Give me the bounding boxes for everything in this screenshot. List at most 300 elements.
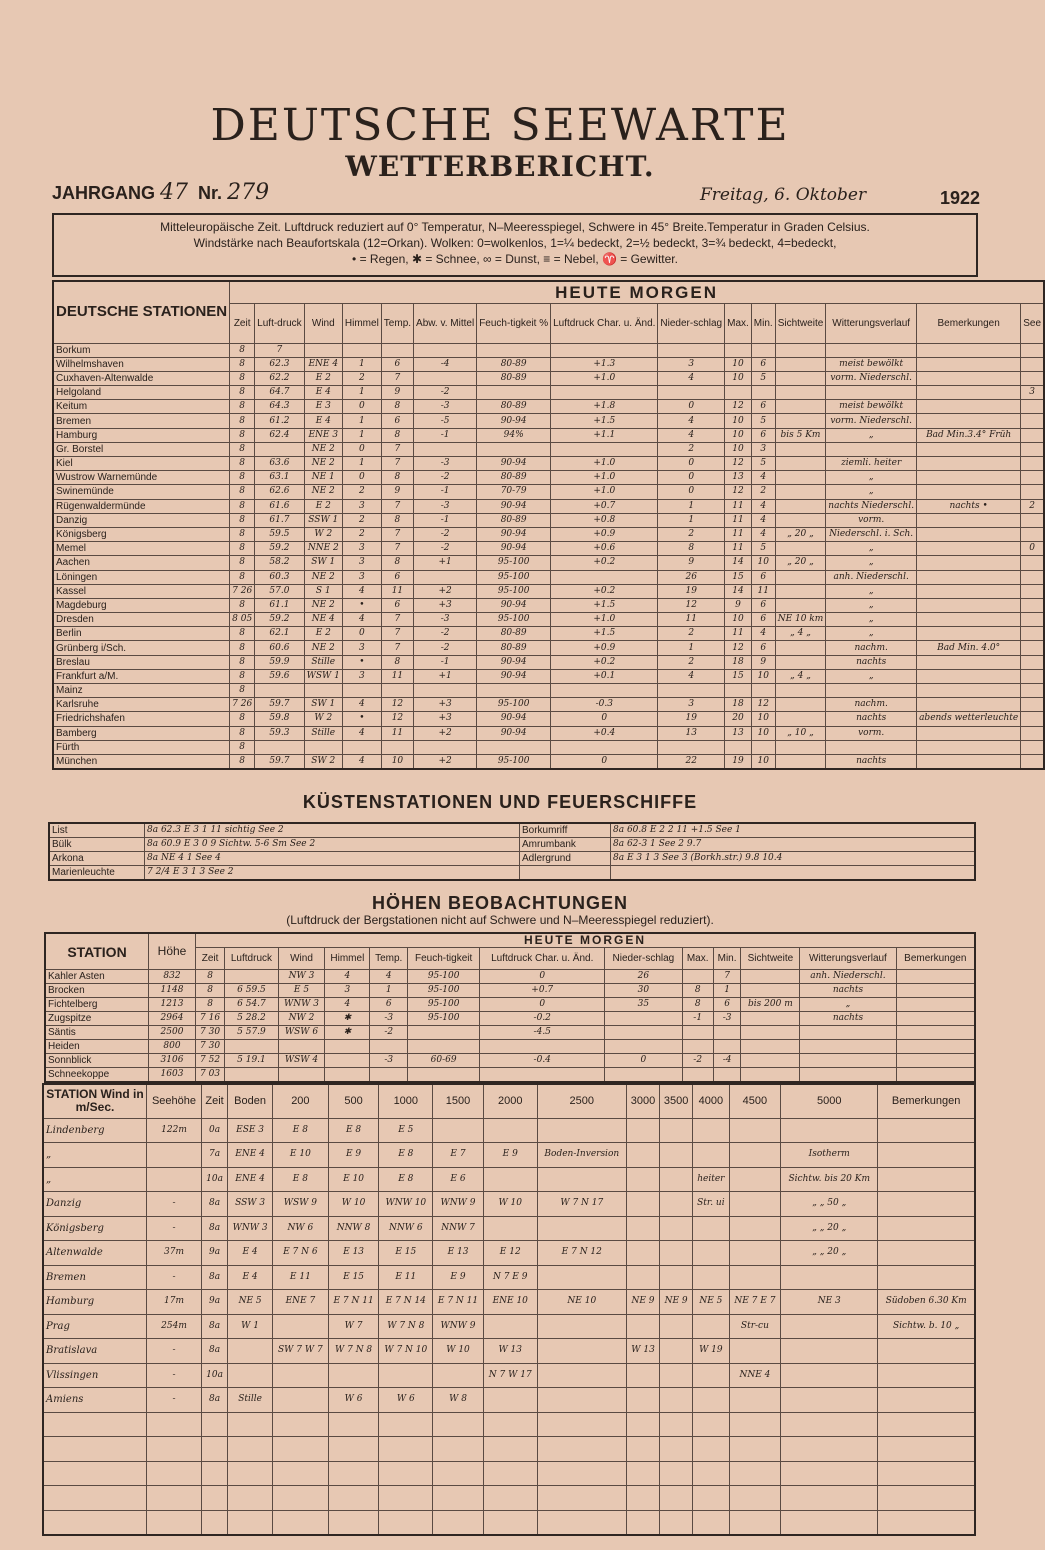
table-cell: „: [826, 556, 917, 570]
table-cell: [800, 1054, 896, 1068]
table-cell: E 10: [328, 1167, 379, 1192]
table-cell: [147, 1486, 202, 1511]
table-cell: +0.8: [551, 513, 658, 527]
table-cell: 60.3: [255, 570, 304, 584]
table-cell: 70-79: [477, 485, 551, 499]
table-cell: [693, 1412, 729, 1437]
table-cell: [660, 1192, 693, 1217]
table-cell: [725, 343, 752, 357]
table-cell: 8: [230, 684, 255, 698]
table-cell: [537, 1461, 626, 1486]
table-cell: [878, 1461, 975, 1486]
table-row: [53, 343, 1044, 357]
table-cell: 11: [751, 584, 775, 598]
table-cell: [917, 457, 1021, 471]
table-cell: 12: [381, 698, 413, 712]
table-cell: [483, 1486, 537, 1511]
table-cell: 8a: [202, 1265, 228, 1290]
table-cell: +0.9: [551, 527, 658, 541]
table-cell: +1.0: [551, 457, 658, 471]
table-cell: -0.2: [480, 1012, 605, 1026]
table-cell: 95-100: [407, 1012, 479, 1026]
table-cell: [1021, 343, 1044, 357]
table-cell: [477, 442, 551, 456]
table-cell: nachts •: [917, 499, 1021, 513]
table-row: [43, 1290, 975, 1315]
table-cell: [477, 684, 551, 698]
station-name: Dresden: [53, 613, 230, 627]
table-row: [43, 1192, 975, 1217]
station-name: Grünberg i/Sch.: [53, 641, 230, 655]
station-name: Keitum: [53, 400, 230, 414]
table-cell: [878, 1118, 975, 1143]
table-cell: 64.7: [255, 386, 304, 400]
station-name: Sonnblick: [45, 1054, 149, 1068]
main-col-header: Feuch-tigkeit %: [477, 303, 551, 343]
table-row: [45, 1054, 975, 1068]
table-cell: 4: [658, 428, 725, 442]
table-cell: 2964: [149, 1012, 196, 1026]
table-cell: [1021, 485, 1044, 499]
table-cell: „ „ 20 „: [781, 1241, 878, 1266]
table-cell: [660, 1118, 693, 1143]
table-cell: 10: [725, 371, 752, 385]
table-cell: 26: [658, 570, 725, 584]
table-cell: WNW 10: [379, 1192, 433, 1217]
table-cell: E 4: [228, 1241, 273, 1266]
table-cell: 8: [230, 740, 255, 754]
wind-col-header: 500: [328, 1084, 379, 1118]
table-cell: [1021, 740, 1044, 754]
table-row: [53, 627, 1044, 641]
table-cell: [878, 1192, 975, 1217]
table-cell: 8: [196, 970, 225, 984]
table-cell: [278, 1068, 324, 1083]
table-cell: [729, 1461, 781, 1486]
table-cell: nachts: [800, 1012, 896, 1026]
station-name: Altenwalde: [43, 1241, 147, 1266]
report-date: Freitag, 6. Oktober: [700, 185, 867, 205]
station-name: Hamburg: [43, 1290, 147, 1315]
hoehen-col-header: Min.: [713, 948, 741, 970]
table-cell: [414, 442, 477, 456]
table-cell: [693, 1461, 729, 1486]
table-cell: 95-100: [407, 998, 479, 1012]
table-cell: [325, 1054, 370, 1068]
table-row: [49, 838, 975, 852]
table-cell: 7: [255, 343, 304, 357]
table-cell: N 7 W 17: [483, 1363, 537, 1388]
table-cell: [775, 698, 826, 712]
table-cell: +3: [414, 698, 477, 712]
table-cell: 7: [381, 641, 413, 655]
table-cell: [1021, 613, 1044, 627]
table-cell: 2500: [149, 1026, 196, 1040]
table-cell: ENE 4: [304, 357, 342, 371]
station-name: Aachen: [53, 556, 230, 570]
legend-line-3: • = Regen, ✱ = Schnee, ∞ = Dunst, ≡ = Nebel, ♈ = Gewitter.: [352, 252, 678, 266]
table-cell: E 9: [433, 1265, 484, 1290]
empty-row: [43, 1412, 975, 1437]
table-cell: [741, 1068, 800, 1083]
table-cell: [729, 1241, 781, 1266]
table-cell: [896, 1040, 975, 1054]
table-cell: 10: [725, 357, 752, 371]
hoehen-col-header: Zeit: [196, 948, 225, 970]
table-cell: E 11: [379, 1265, 433, 1290]
main-col-header: Max.: [725, 303, 752, 343]
table-cell: 3106: [149, 1054, 196, 1068]
table-cell: 95-100: [477, 754, 551, 769]
table-cell: [342, 684, 381, 698]
table-cell: [917, 598, 1021, 612]
table-cell: 10: [725, 442, 752, 456]
table-cell: [605, 1026, 683, 1040]
table-cell: [917, 669, 1021, 683]
table-cell: 9: [658, 556, 725, 570]
station-name: Bratislava: [43, 1339, 147, 1364]
table-cell: +1: [414, 669, 477, 683]
coastal-observation: 8a NE 4 1 See 4: [145, 852, 520, 866]
table-cell: 4: [342, 726, 381, 740]
table-cell: [826, 684, 917, 698]
table-cell: 26: [605, 970, 683, 984]
table-cell: E 7 N 11: [328, 1290, 379, 1315]
report-title: DEUTSCHE SEEWARTE: [210, 100, 790, 151]
table-cell: E 2: [304, 371, 342, 385]
table-cell: [741, 984, 800, 998]
table-cell: [781, 1118, 878, 1143]
table-cell: [878, 1437, 975, 1462]
table-cell: [878, 1412, 975, 1437]
station-name: Bremen: [43, 1265, 147, 1290]
table-cell: [660, 1143, 693, 1168]
table-cell: NNE 2: [304, 542, 342, 556]
table-cell: E 8: [328, 1118, 379, 1143]
table-cell: 8a: [202, 1314, 228, 1339]
station-name: Königsberg: [43, 1216, 147, 1241]
table-cell: [917, 400, 1021, 414]
table-cell: E 8: [273, 1167, 329, 1192]
table-cell: [407, 1026, 479, 1040]
table-cell: [551, 343, 658, 357]
table-cell: 10a: [202, 1167, 228, 1192]
table-cell: [751, 343, 775, 357]
table-cell: [480, 1040, 605, 1054]
table-cell: 7 16: [196, 1012, 225, 1026]
station-name: Fichtelberg: [45, 998, 149, 1012]
table-cell: „ 20 „: [775, 527, 826, 541]
table-row: [53, 655, 1044, 669]
table-cell: [147, 1437, 202, 1462]
table-row: [53, 442, 1044, 456]
hoehen-col-header: Wind: [278, 948, 324, 970]
table-cell: WSW 4: [278, 1054, 324, 1068]
table-cell: [379, 1437, 433, 1462]
table-cell: [693, 1216, 729, 1241]
table-cell: „: [826, 471, 917, 485]
table-cell: -3: [414, 400, 477, 414]
wind-col-header: 5000: [781, 1084, 878, 1118]
station-name: Helgoland: [53, 386, 230, 400]
table-cell: 3: [658, 698, 725, 712]
station-name: Memel: [53, 542, 230, 556]
table-cell: [682, 1026, 713, 1040]
main-col-header: Sichtweite: [775, 303, 826, 343]
table-row: [43, 1388, 975, 1413]
table-cell: [660, 1388, 693, 1413]
table-cell: [273, 1486, 329, 1511]
table-cell: [147, 1461, 202, 1486]
table-cell: [775, 499, 826, 513]
table-cell: 8: [230, 485, 255, 499]
table-cell: [658, 684, 725, 698]
table-cell: NE 2: [304, 442, 342, 456]
station-name: Heiden: [45, 1040, 149, 1054]
heute-morgen-label: HEUTE MORGEN: [230, 281, 1044, 303]
nr-label: Nr.: [198, 183, 223, 203]
table-cell: [781, 1339, 878, 1364]
table-cell: 6 59.5: [225, 984, 279, 998]
table-cell: [713, 1026, 741, 1040]
table-cell: 9: [381, 485, 413, 499]
table-cell: ziemli. heiter: [826, 457, 917, 471]
table-cell: 6: [381, 598, 413, 612]
table-row: [53, 499, 1044, 513]
table-cell: 0: [480, 970, 605, 984]
legend-line-2: Windstärke nach Beaufortskala (12=Orkan). Wolken: 0=wolkenlos, 1=¼ bedeckt, 2=½ bedeckt, 3=¾ bedeckt, 4=bedeckt,: [193, 236, 837, 250]
table-cell: [878, 1363, 975, 1388]
table-cell: -2: [370, 1026, 407, 1040]
table-cell: 22: [658, 754, 725, 769]
table-cell: [1021, 357, 1044, 371]
table-cell: 4: [325, 970, 370, 984]
table-cell: 58.2: [255, 556, 304, 570]
table-cell: [379, 1363, 433, 1388]
table-row: [45, 1068, 975, 1083]
table-cell: „ 10 „: [775, 726, 826, 740]
main-col-header: Zeit: [230, 303, 255, 343]
table-cell: 8: [196, 998, 225, 1012]
table-cell: [917, 754, 1021, 769]
table-cell: •: [342, 655, 381, 669]
table-cell: 0: [658, 400, 725, 414]
table-cell: 8a: [202, 1388, 228, 1413]
table-cell: 59.9: [255, 655, 304, 669]
table-cell: -1: [414, 428, 477, 442]
coastal-observation: 8a 60.8 E 2 2 11 +1.5 See 1: [611, 823, 976, 838]
table-cell: 2: [658, 627, 725, 641]
table-cell: [483, 1118, 537, 1143]
table-cell: 95-100: [477, 584, 551, 598]
table-cell: 4: [751, 513, 775, 527]
table-cell: [917, 471, 1021, 485]
table-cell: 800: [149, 1040, 196, 1054]
empty-row: [43, 1510, 975, 1535]
table-cell: [202, 1437, 228, 1462]
table-row: [43, 1216, 975, 1241]
table-cell: [381, 740, 413, 754]
table-cell: nachts: [826, 754, 917, 769]
table-cell: 0: [1021, 542, 1044, 556]
table-cell: [379, 1510, 433, 1535]
table-cell: -: [147, 1339, 202, 1364]
hoehen-title: HÖHEN BEOBACHTUNGEN: [371, 893, 628, 913]
table-cell: [627, 1167, 660, 1192]
table-cell: 7 30: [196, 1026, 225, 1040]
table-cell: Sichtw. bis 20 Km: [781, 1167, 878, 1192]
wind-col-header: 1000: [379, 1084, 433, 1118]
table-cell: 8: [230, 371, 255, 385]
table-cell: -: [147, 1216, 202, 1241]
table-cell: 15: [725, 570, 752, 584]
hoehen-heute-label: HEUTE MORGEN: [196, 933, 976, 948]
table-cell: [551, 386, 658, 400]
table-cell: [713, 1040, 741, 1054]
table-cell: [551, 684, 658, 698]
table-row: [53, 613, 1044, 627]
table-cell: NW 3: [278, 970, 324, 984]
table-cell: [328, 1412, 379, 1437]
table-cell: SSW 3: [228, 1192, 273, 1217]
table-cell: „: [826, 613, 917, 627]
table-cell: -3: [414, 613, 477, 627]
table-cell: -2: [414, 471, 477, 485]
table-cell: W 8: [433, 1388, 484, 1413]
table-cell: [917, 684, 1021, 698]
station-name: Amiens: [43, 1388, 147, 1413]
table-cell: Stille: [228, 1388, 273, 1413]
table-cell: 6: [381, 357, 413, 371]
table-cell: 8a: [202, 1216, 228, 1241]
table-cell: 13: [658, 726, 725, 740]
table-cell: [896, 1026, 975, 1040]
table-cell: [775, 343, 826, 357]
table-cell: [775, 754, 826, 769]
table-cell: 7: [381, 542, 413, 556]
nr-value: 279: [227, 180, 270, 205]
table-cell: „: [826, 584, 917, 598]
group-label: DEUTSCHE STATIONEN: [53, 281, 230, 343]
table-cell: [917, 655, 1021, 669]
table-cell: [775, 400, 826, 414]
table-cell: Isotherm: [781, 1143, 878, 1168]
table-cell: [328, 1437, 379, 1462]
table-cell: [627, 1510, 660, 1535]
table-cell: N 7 E 9: [483, 1265, 537, 1290]
table-cell: 8: [230, 726, 255, 740]
table-cell: [551, 442, 658, 456]
issue-line: [52, 180, 269, 205]
table-cell: [781, 1265, 878, 1290]
table-cell: 8: [230, 754, 255, 769]
table-cell: [775, 570, 826, 584]
empty-row: [43, 1486, 975, 1511]
table-cell: 2: [751, 485, 775, 499]
table-cell: „: [826, 485, 917, 499]
table-cell: 2: [1021, 499, 1044, 513]
table-cell: 0: [342, 627, 381, 641]
table-cell: 95-100: [477, 556, 551, 570]
table-cell: 8: [230, 627, 255, 641]
table-cell: [775, 712, 826, 726]
table-cell: 8: [230, 513, 255, 527]
table-cell: S 1: [304, 584, 342, 598]
hoehen-col-header: Nieder-schlag: [605, 948, 683, 970]
table-row: [53, 598, 1044, 612]
table-cell: W 6: [328, 1388, 379, 1413]
table-cell: E 11: [273, 1265, 329, 1290]
station-name: Friedrichshafen: [53, 712, 230, 726]
table-cell: 0: [342, 400, 381, 414]
table-cell: 10: [751, 669, 775, 683]
table-cell: [1021, 442, 1044, 456]
table-cell: 0: [342, 442, 381, 456]
table-cell: [483, 1437, 537, 1462]
table-cell: +1.8: [551, 400, 658, 414]
table-cell: [826, 343, 917, 357]
table-cell: anh. Niederschl.: [800, 970, 896, 984]
table-cell: [43, 1510, 147, 1535]
table-cell: [342, 740, 381, 754]
table-cell: 61.2: [255, 414, 304, 428]
table-cell: ENE 3: [304, 428, 342, 442]
table-cell: NE 2: [304, 570, 342, 584]
table-cell: WNW 9: [433, 1314, 484, 1339]
table-cell: [729, 1118, 781, 1143]
table-cell: NE 10 km: [775, 613, 826, 627]
table-cell: 7 30: [196, 1040, 225, 1054]
table-cell: 8: [230, 570, 255, 584]
table-cell: 6: [751, 641, 775, 655]
table-cell: 2: [658, 655, 725, 669]
table-cell: [751, 386, 775, 400]
table-cell: 9: [381, 386, 413, 400]
table-cell: [480, 1068, 605, 1083]
table-cell: W 10: [483, 1192, 537, 1217]
table-cell: 10: [751, 712, 775, 726]
table-cell: [917, 513, 1021, 527]
table-cell: [660, 1216, 693, 1241]
table-cell: [917, 570, 1021, 584]
table-cell: E 13: [328, 1241, 379, 1266]
table-cell: [682, 1040, 713, 1054]
table-row: [53, 754, 1044, 769]
table-cell: [328, 1461, 379, 1486]
table-cell: [751, 740, 775, 754]
table-row: [49, 823, 975, 838]
table-cell: [551, 740, 658, 754]
hoehen-station-label: STATION: [45, 933, 149, 970]
table-cell: [917, 698, 1021, 712]
table-cell: [43, 1437, 147, 1462]
table-cell: +1.5: [551, 414, 658, 428]
table-cell: [537, 1339, 626, 1364]
table-cell: 7: [381, 371, 413, 385]
hoehen-col-header: Feuch-tigkeit: [407, 948, 479, 970]
table-cell: 2: [342, 513, 381, 527]
table-cell: nachts Niederschl.: [826, 499, 917, 513]
table-cell: [433, 1363, 484, 1388]
table-cell: [627, 1461, 660, 1486]
table-cell: -: [147, 1192, 202, 1217]
station-name: Fürth: [53, 740, 230, 754]
table-cell: +0.2: [551, 584, 658, 598]
table-row: [43, 1241, 975, 1266]
table-row: [53, 527, 1044, 541]
table-cell: 4: [751, 527, 775, 541]
table-cell: 14: [725, 556, 752, 570]
